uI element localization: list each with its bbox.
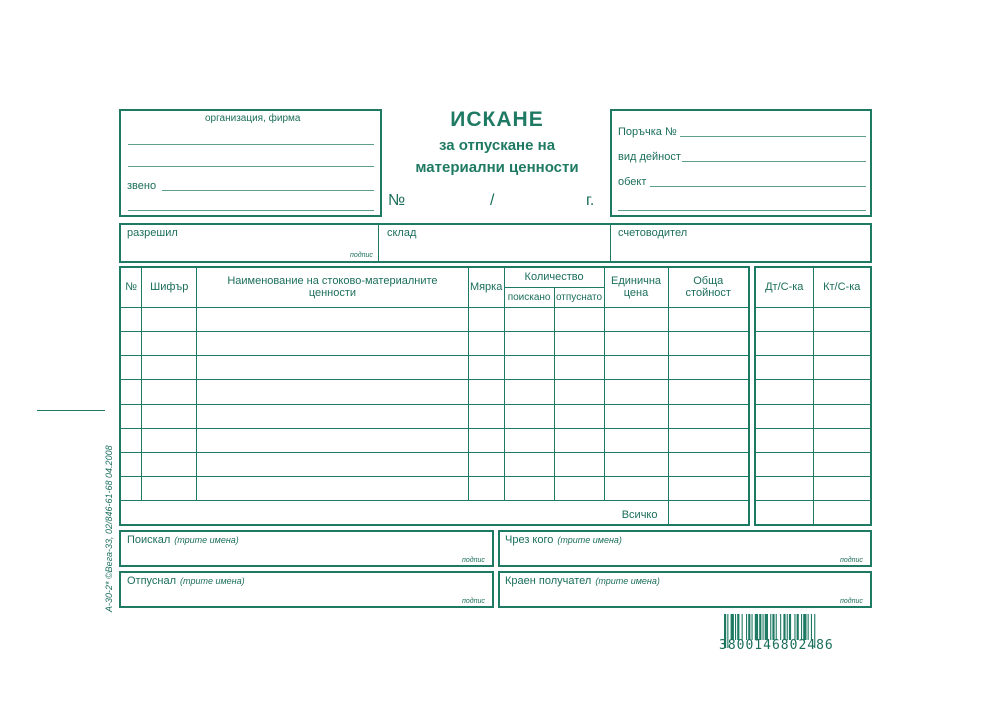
table-row bbox=[755, 356, 871, 380]
header-code: Шифър bbox=[142, 267, 197, 307]
header-unit: Мярка bbox=[468, 267, 504, 307]
header-no: № bbox=[120, 267, 142, 307]
form-subtitle-1: за отпускане на bbox=[438, 137, 556, 154]
through-hint: (трите имена) bbox=[557, 535, 622, 545]
materials-table bbox=[119, 266, 750, 526]
table-row bbox=[120, 332, 749, 356]
requested-by-signature: подпис bbox=[462, 557, 485, 564]
order-line-extra[interactable] bbox=[618, 210, 866, 211]
released-by-label: Отпуснал (трите имена) bbox=[127, 575, 245, 587]
cut-line bbox=[37, 410, 105, 411]
header-total-value: Обща стойност bbox=[668, 267, 749, 307]
requested-by-label: Поискал (трите имена) bbox=[127, 534, 239, 546]
header-debit-account: Дт/С-ка bbox=[755, 267, 813, 307]
table-row bbox=[120, 452, 749, 476]
table-row bbox=[120, 428, 749, 452]
header-credit-account: Кт/С-ка bbox=[813, 267, 871, 307]
table-row bbox=[755, 452, 871, 476]
table-row bbox=[755, 332, 871, 356]
order-line[interactable] bbox=[680, 136, 866, 137]
requested-by-hint: (трите имена) bbox=[174, 535, 239, 545]
through-signature: подпис bbox=[840, 557, 863, 564]
table-row bbox=[755, 428, 871, 452]
final-recipient-label: Краен получател (трите имена) bbox=[505, 575, 660, 587]
activity-line[interactable] bbox=[682, 161, 866, 162]
printer-info: А-30-2* ©Вега-33, 02/846-61-68 04.2008 bbox=[104, 445, 114, 612]
table-row bbox=[120, 307, 749, 331]
through-label: Чрез кого (трите имена) bbox=[505, 534, 622, 546]
table-row bbox=[755, 501, 871, 525]
number-slash: / bbox=[490, 192, 495, 209]
final-recipient-hint: (трите имена) bbox=[595, 576, 660, 586]
header-name: Наименование на стоково-материалните ценности bbox=[197, 267, 468, 307]
form-subtitle-2: материални ценности bbox=[415, 159, 579, 176]
organization-label: организация, фирма bbox=[205, 113, 301, 124]
organization-line-2[interactable] bbox=[128, 166, 374, 167]
table-row bbox=[120, 404, 749, 428]
approved-by-label: разрешил bbox=[127, 227, 178, 239]
year-label: г. bbox=[586, 192, 595, 209]
released-by-signature: подпис bbox=[462, 598, 485, 605]
total-value-cell[interactable] bbox=[668, 501, 749, 525]
table-row bbox=[755, 404, 871, 428]
approval-divider-1 bbox=[378, 225, 379, 261]
unit-label: звено bbox=[127, 180, 157, 192]
approval-divider-2 bbox=[610, 225, 611, 261]
table-row bbox=[755, 477, 871, 501]
table-row bbox=[755, 380, 871, 404]
approval-box bbox=[119, 223, 872, 263]
header-qty-requested: поискано bbox=[504, 287, 554, 307]
header-unit-price: Единична цена bbox=[604, 267, 668, 307]
object-line[interactable] bbox=[650, 186, 866, 187]
approved-signature-hint: подпис bbox=[350, 252, 373, 259]
accounts-table bbox=[754, 266, 872, 526]
organization-box bbox=[119, 109, 382, 217]
accountant-label: счетоводител bbox=[618, 227, 688, 239]
unit-line[interactable] bbox=[162, 190, 374, 191]
released-by-hint: (трите имена) bbox=[180, 576, 245, 586]
table-row bbox=[120, 356, 749, 380]
object-label: обект bbox=[618, 176, 647, 188]
header-qty-released: отпуснато bbox=[554, 287, 604, 307]
table-row bbox=[120, 380, 749, 404]
activity-label: вид дейност bbox=[618, 151, 681, 163]
warehouse-label: склад bbox=[387, 227, 417, 239]
total-label: Всичко bbox=[120, 501, 668, 525]
header-quantity: Количество bbox=[504, 267, 604, 287]
order-label: Поръчка № bbox=[618, 126, 677, 138]
form-title: ИСКАНЕ bbox=[450, 108, 544, 131]
barcode-number: 3800146802486 bbox=[719, 638, 834, 653]
total-row bbox=[120, 501, 749, 525]
final-recipient-signature: подпис bbox=[840, 598, 863, 605]
number-label: № bbox=[388, 192, 406, 209]
table-row bbox=[755, 307, 871, 331]
organization-line-1[interactable] bbox=[128, 144, 374, 145]
table-row bbox=[120, 477, 749, 501]
organization-line-3[interactable] bbox=[128, 210, 374, 211]
